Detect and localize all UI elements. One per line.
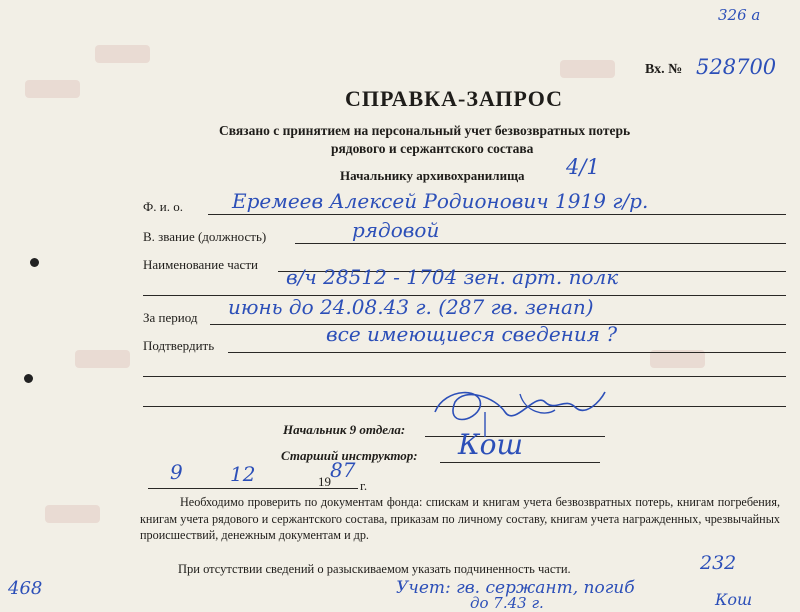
confirm-value: все имеющиеся сведения ? [326, 322, 618, 346]
bottom-signature: Кош [715, 590, 753, 609]
date-month: 12 [230, 462, 256, 486]
confirm-underline-2 [143, 376, 786, 377]
bottom-note-line2: до 7.43 г. [470, 594, 544, 612]
period-value: июнь до 24.08.43 г. (287 гв. зенап) [228, 295, 594, 319]
unit-label: Наименование части [143, 257, 258, 272]
confirm-label: Подтвердить [143, 338, 215, 353]
top-right-number: 326 а [718, 6, 761, 24]
chief-label: Начальник 9 отдела: [283, 422, 406, 437]
addressee-label: Начальнику архивохранилища [340, 168, 525, 183]
addressee-value: 4/1 [566, 155, 600, 179]
date-underline [148, 488, 358, 489]
instructor-signature: Кош [458, 428, 524, 461]
page-title: СПРАВКА-ЗАПРОС [345, 86, 563, 111]
rank-value: рядовой [352, 218, 440, 242]
punch-hole [30, 258, 39, 267]
date-year: 87 [330, 458, 356, 482]
note-paragraph-text: Необходимо проверить по документам фонда: спискам и книгам учета безвозвратных потерь, книгам погребения, книгам учета рядового и сержантского состава, приказам по личному составу, книгам учета награжденных, чрезвычайных происшествий, денежным документам и др. [140, 495, 780, 542]
fio-value: Еремеев Алексей Родионович 1919 г/р. [232, 189, 649, 213]
bottom-note-line1: Учет: гв. сержант, погиб [396, 578, 635, 598]
rank-underline [295, 243, 786, 244]
instructor-underline [440, 462, 600, 463]
note-paragraph [140, 494, 780, 544]
date-day: 9 [170, 460, 183, 484]
rank-label: В. звание (должность) [143, 229, 267, 244]
period-label: За период [143, 310, 198, 325]
left-margin-number: 468 [8, 578, 43, 599]
subtitle-line2: рядового и сержантского состава [331, 141, 534, 156]
fio-label: Ф. и. о. [143, 199, 183, 214]
subtitle-line1: Связано с принятием на персональный учет безвозвратных потерь [219, 123, 631, 138]
fio-underline [208, 214, 786, 215]
confirm-underline-1 [228, 352, 786, 353]
date-suffix: г. [360, 478, 368, 493]
note-footer: При отсутствии сведений о разыскиваемом указать подчиненность части. [178, 562, 571, 576]
incoming-number: 528700 [696, 55, 777, 79]
punch-hole [24, 374, 33, 383]
unit-value: в/ч 28512 - 1704 зен. арт. полк [286, 265, 619, 289]
incoming-label: Вх. № [645, 62, 683, 77]
date-year-prefix: 19 [318, 474, 331, 489]
bottom-number: 232 [700, 552, 737, 574]
instructor-label: Старший инструктор: [281, 448, 418, 463]
